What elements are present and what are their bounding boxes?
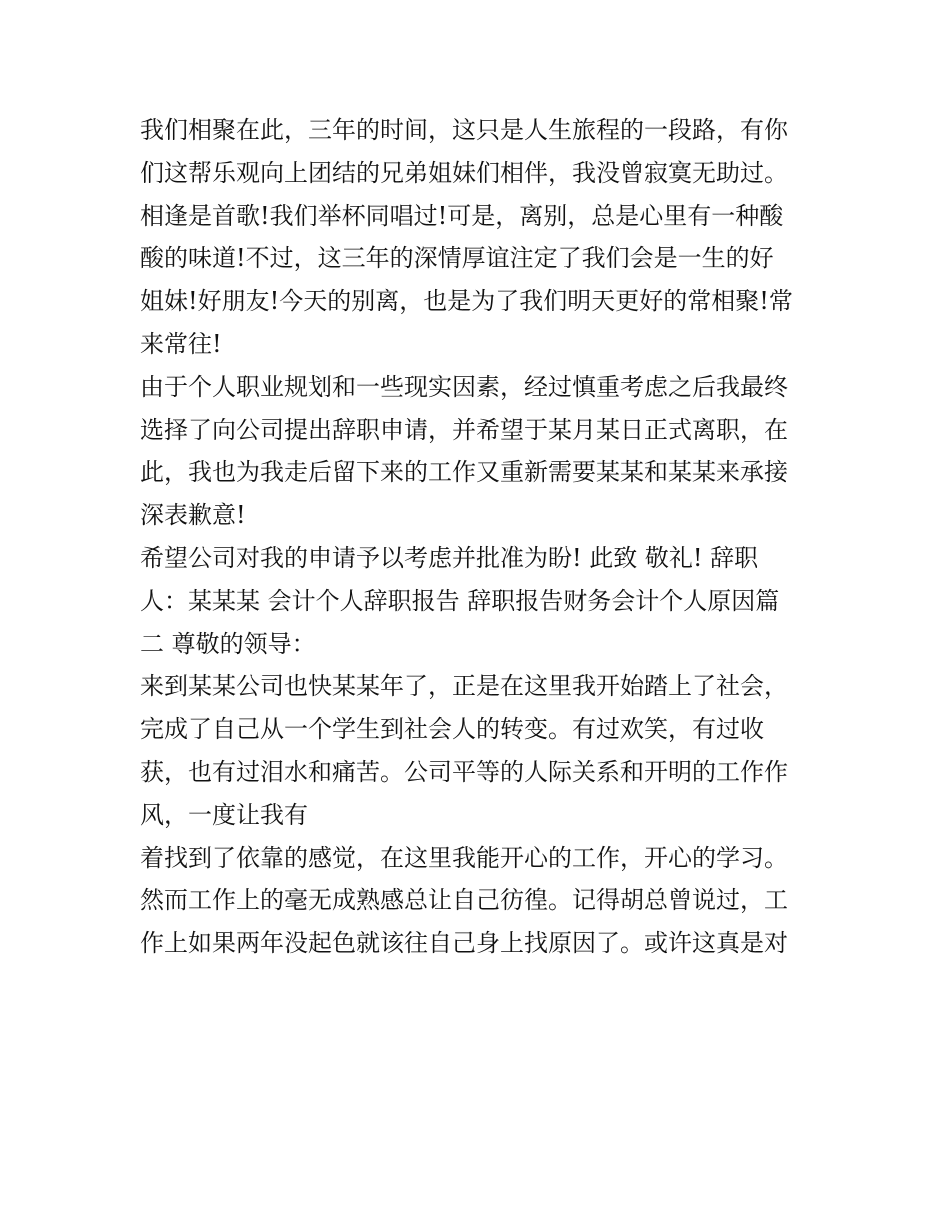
text-line: 深表歉意!: [140, 501, 246, 530]
text-line: 相逢是首歌!我们举杯同唱过!可是，离别，总是心里有一种酸: [140, 201, 784, 230]
text-line: 此，我也为我走后留下来的工作又重新需要某某和某某来承接: [140, 458, 788, 487]
text-line: 希望公司对我的申请予以考虑并批准为盼! 此致 敬礼! 辞职: [140, 543, 759, 572]
text-line: 然而工作上的毫无成熟感总让自己彷徨。记得胡总曾说过，工: [140, 886, 788, 915]
text-line: 我们相聚在此，三年的时间，这只是人生旅程的一段路，有你: [140, 116, 788, 144]
text-line: 完成了自己从一个学生到社会人的转变。有过欢笑，有过收: [140, 715, 764, 744]
text-line: 酸的味道!不过，这三年的深情厚谊注定了我们会是一生的好: [140, 244, 774, 273]
text-line: 选择了向公司提出辞职申请，并希望于某月某日正式离职，在: [140, 415, 788, 444]
text-line: 姐妹!好朋友!今天的别离，也是为了我们明天更好的常相聚!常: [140, 287, 793, 316]
document-body: [140, 109, 820, 965]
text-line: 来到某某公司也快某某年了，正是在这里我开始踏上了社会，: [140, 672, 788, 701]
text-line: 风，一度让我有: [140, 800, 308, 829]
text-line: 二 尊敬的领导：: [140, 629, 316, 658]
text-line: 作上如果两年没起色就该往自己身上找原因了。或许这真是对: [140, 929, 788, 958]
text-line: 着找到了依靠的感觉，在这里我能开心的工作，开心的学习。: [140, 843, 788, 872]
text-line: 来常往!: [140, 329, 222, 358]
text-line: 由于个人职业规划和一些现实因素，经过慎重考虑之后我最终: [140, 372, 788, 401]
text-line: 们这帮乐观向上团结的兄弟姐妹们相伴，我没曾寂寞无助过。: [140, 158, 788, 187]
text-line: 人：某某某 会计个人辞职报告 辞职报告财务会计个人原因篇: [140, 586, 780, 615]
text-line: 获，也有过泪水和痛苦。公司平等的人际关系和开明的工作作: [140, 757, 788, 786]
